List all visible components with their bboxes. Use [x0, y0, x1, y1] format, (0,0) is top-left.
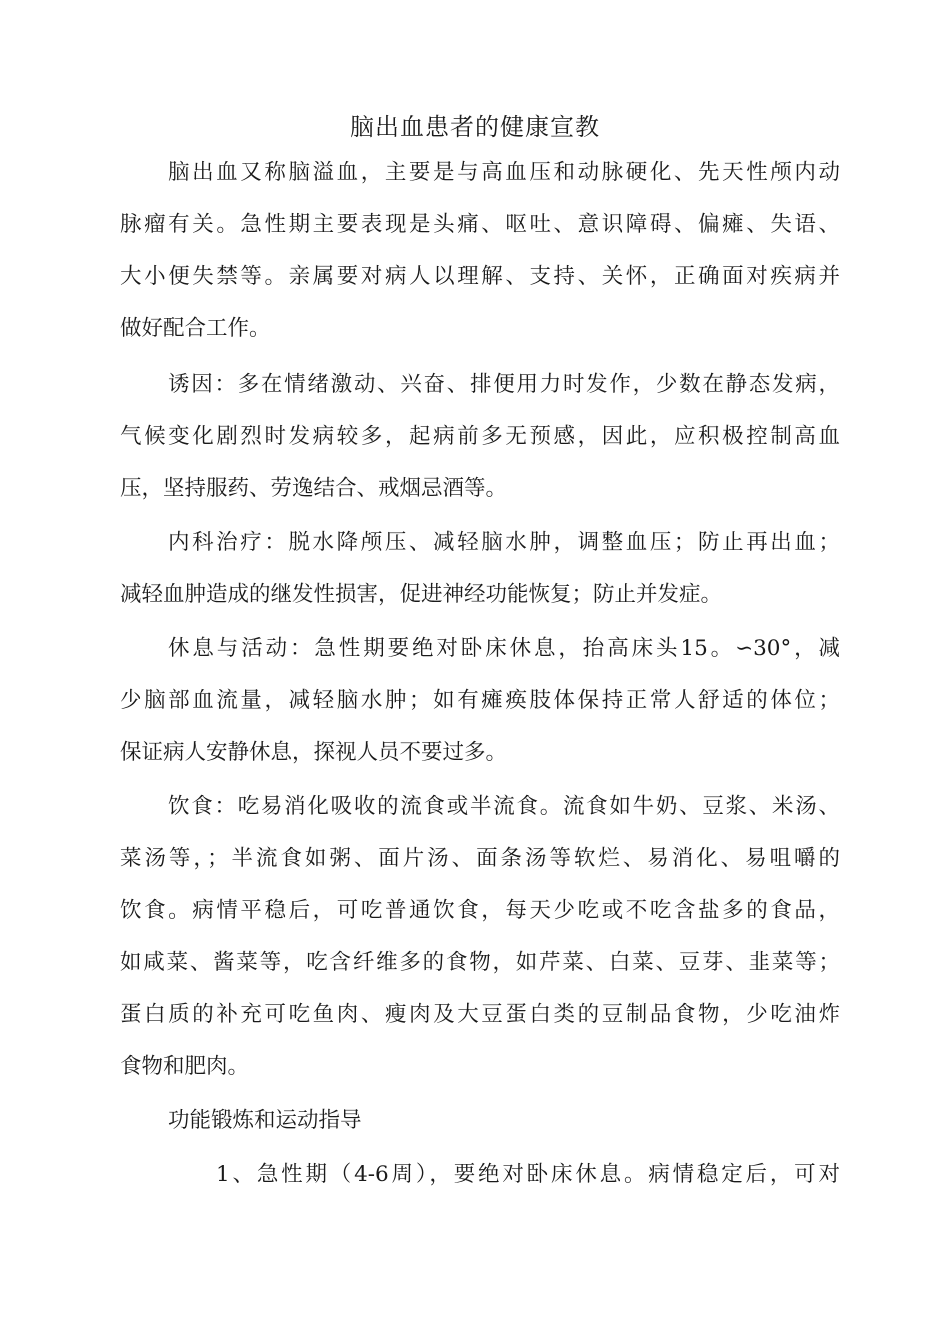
text-line: 脑出血又称脑溢血，主要是与高血压和动脉硬化、先天性颅内动 [168, 160, 840, 185]
document-title: 脑出血患者的健康宣教 [350, 113, 600, 141]
text-line: 减轻血肿造成的继发性损害，促进神经功能恢复；防止并发症。 [120, 582, 723, 607]
text-line: 1、急性期（4-6周），要绝对卧床休息。病情稳定后，可对 [216, 1162, 840, 1187]
text-line: 内科治疗：脱水降颅压、减轻脑水肿，调整血压；防止再出血； [168, 530, 840, 555]
text-line: 饮食：吃易消化吸收的流食或半流食。流食如牛奶、豆浆、米汤、 [168, 794, 840, 819]
text-line: 大小便失禁等。亲属要对病人以理解、支持、关怀，正确面对疾病并 [120, 264, 840, 289]
section-heading: 功能锻炼和运动指导 [168, 1108, 362, 1133]
text-line: 休息与活动：急性期要绝对卧床休息，抬高床头15。∽30°，减 [168, 636, 840, 661]
text-line: 如咸菜、酱菜等，吃含纤维多的食物，如芹菜、白菜、豆芽、韭菜等； [120, 950, 840, 975]
text-line: 气候变化剧烈时发病较多，起病前多无预感，因此，应积极控制高血 [120, 424, 840, 449]
text-line: 做好配合工作。 [120, 316, 271, 341]
text-line: 食物和肥肉。 [120, 1054, 250, 1079]
text-line: 菜汤等，；半流食如粥、面片汤、面条汤等软烂、易消化、易咀嚼的 [120, 846, 840, 871]
text-line: 少脑部血流量，减轻脑水肿；如有瘫痪肢体保持正常人舒适的体位； [120, 688, 840, 713]
text-line: 蛋白质的补充可吃鱼肉、瘦肉及大豆蛋白类的豆制品食物，少吃油炸 [120, 1002, 840, 1027]
text-line: 诱因：多在情绪激动、兴奋、排便用力时发作，少数在静态发病， [168, 372, 840, 397]
text-line: 压，坚持服药、劳逸结合、戒烟忌酒等。 [120, 476, 508, 501]
text-line: 保证病人安静休息，探视人员不要过多。 [120, 740, 508, 765]
text-line: 饮食。病情平稳后，可吃普通饮食，每天少吃或不吃含盐多的食品， [120, 898, 840, 923]
text-line: 脉瘤有关。急性期主要表现是头痛、呕吐、意识障碍、偏瘫、失语、 [120, 212, 840, 237]
